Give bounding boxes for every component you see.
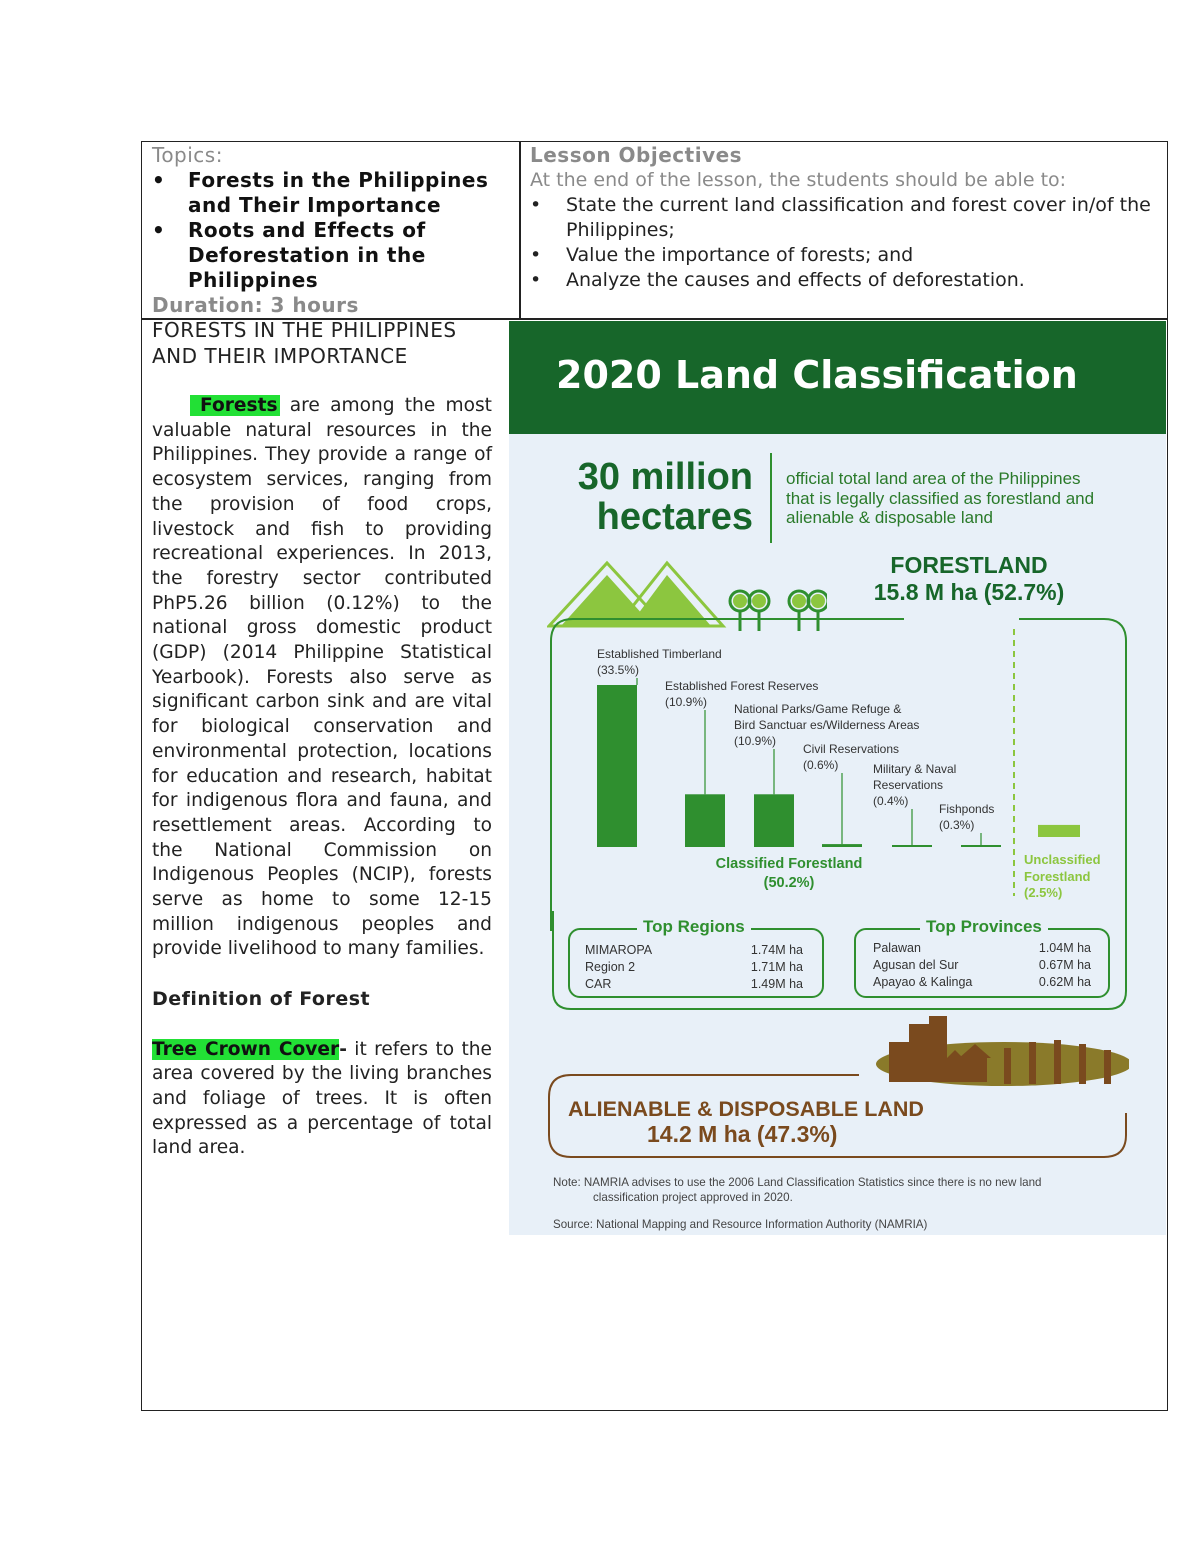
top-regions-title: Top Regions	[637, 917, 751, 937]
province-name: Palawan	[873, 941, 921, 955]
objective-item: • Value the importance of forests; and	[530, 243, 1160, 268]
big-number	[557, 457, 753, 537]
bar-label: National Parks/Game Refuge &	[734, 702, 902, 716]
land-classification-infographic	[509, 321, 1166, 1235]
bar-label: Fishponds	[939, 802, 995, 816]
bar-label: Civil Reservations	[803, 742, 900, 756]
province-value: 0.62M ha	[1038, 975, 1091, 989]
unclassified-line: Unclassified	[1024, 852, 1101, 867]
alienable-value: 14.2 M ha (47.3%)	[647, 1121, 838, 1147]
top-provinces-title: Top Provinces	[920, 917, 1048, 937]
forestland-heading	[809, 552, 1129, 606]
bar-label: Bird Sanctuar es/Wilderness Areas	[734, 718, 920, 732]
infographic-title: 2020 Land Classification	[556, 353, 1078, 397]
objectives-cell	[530, 143, 1160, 293]
unclassified-bar	[1038, 825, 1080, 837]
bar-value-label: (0.3%)	[939, 818, 975, 832]
forestland-label: FORESTLAND	[890, 552, 1048, 578]
bar-value-label: (0.4%)	[873, 794, 909, 808]
big-number-divider	[770, 453, 772, 543]
definition-dash: -	[339, 1038, 347, 1060]
forests-paragraph-text: are among the most valuable natural resources in the Philippines. They provide a range of ecosystem services, ranging from the provision of food crops, livestock and fish to providing recreational experiences. In 2013, the forestry sector contributed PhP5.26 billion (0.12%) to the national gross domestic product (GDP) (2014 Philippine Statistical Yearbook). Forests also serve as significant carbon sink and are vital for biological conservation and environmental protection, locations for education and research, habitat for indigenous flora and fauna, and resettlement areas. According to the National Commission on Indigenous Peoples (NCIP), forests serve as home to some 12-15 million indigenous peoples and provide livelihood to many families.	[152, 395, 492, 960]
classified-value: (50.2%)	[763, 875, 815, 891]
topics-cell	[152, 143, 512, 318]
list-item	[873, 957, 1091, 974]
top-regions-list	[585, 942, 803, 993]
unclassified-line: (2.5%)	[1024, 885, 1063, 900]
forests-highlight: Forests	[190, 395, 280, 416]
duration: Duration: 3 hours	[152, 293, 359, 317]
table-divider-vertical	[519, 141, 521, 319]
infographic-source: Source: National Mapping and Resource Information Authority (NAMRIA)	[553, 1218, 928, 1231]
top-provinces-list	[873, 940, 1091, 991]
bar	[597, 685, 637, 847]
list-item	[873, 974, 1091, 991]
desc-line: alienable & disposable land	[786, 508, 993, 527]
bar	[892, 845, 932, 847]
bar	[822, 844, 862, 847]
bar-value-label: (10.9%)	[665, 695, 708, 709]
alienable-label: ALIENABLE & DISPOSABLE LAND	[568, 1097, 924, 1121]
unclassified-forestland-label	[1024, 852, 1101, 902]
province-name: Agusan del Sur	[873, 958, 959, 972]
desc-line: that is legally classified as forestland and	[786, 488, 1095, 508]
classified-forestland-label	[689, 855, 889, 893]
topics-heading: Topics:	[152, 143, 223, 167]
section-title: FORESTS IN THE PHILIPPINES AND THEIR IMPORTANCE	[152, 318, 457, 368]
bar-label: Established Timberland	[597, 647, 722, 661]
big-number-line-2: hectares	[596, 496, 753, 538]
region-value: 1.71M ha	[750, 960, 803, 974]
objectives-intro: At the end of the lesson, the students should be able to:	[530, 169, 1067, 191]
province-name: Apayao & Kalinga	[873, 975, 973, 989]
list-item	[585, 976, 803, 993]
definition-heading: Definition of Forest	[152, 988, 371, 1011]
classified-label: Classified Forestland	[715, 856, 863, 872]
bar	[754, 794, 794, 847]
list-item	[873, 940, 1091, 957]
objective-item: • Analyze the causes and effects of deforestation.	[530, 268, 1160, 293]
infographic-header	[509, 321, 1166, 434]
bar-value-label: (33.5%)	[597, 663, 640, 677]
bar	[685, 794, 725, 847]
infographic-note	[553, 1175, 1133, 1205]
objectives-heading: Lesson Objectives	[530, 143, 743, 167]
definition-paragraph	[152, 1038, 492, 1162]
topic-item: • Roots and Effects of Deforestation in the Philippines	[152, 218, 512, 293]
bar-value-label: (10.9%)	[734, 734, 777, 748]
list-item	[585, 942, 803, 959]
bar	[961, 845, 1001, 847]
province-value: 0.67M ha	[1038, 958, 1091, 972]
note-line: Note: NAMRIA advises to use the 2006 Land Classification Statistics since there is no new land	[553, 1176, 1042, 1189]
objective-item: • State the current land classification and forest cover in/of the Philippines;	[530, 193, 1160, 243]
forestland-value: 15.8 M ha (52.7%)	[873, 579, 1065, 605]
province-value: 1.04M ha	[1038, 941, 1091, 955]
bar-label: Reservations	[873, 778, 944, 792]
region-value: 1.49M ha	[750, 977, 803, 991]
forests-paragraph	[152, 394, 492, 962]
region-name: MIMAROPA	[585, 943, 653, 957]
region-name: CAR	[585, 977, 612, 991]
region-value: 1.74M ha	[750, 943, 803, 957]
big-number-line-1: 30 million	[577, 456, 753, 498]
note-line: classification project approved in 2020.	[593, 1191, 793, 1204]
bar-label: Military & Naval	[873, 762, 957, 776]
bar-value-label: (0.6%)	[803, 758, 839, 772]
big-number-description	[786, 469, 1094, 528]
topic-item: • Forests in the Philippines and Their Importance	[152, 168, 512, 218]
list-item	[585, 959, 803, 976]
definition-term: Tree Crown Cover	[152, 1038, 340, 1060]
unclassified-line: Forestland	[1024, 868, 1091, 884]
objectives-list	[530, 193, 1160, 293]
region-name: Region 2	[585, 960, 636, 974]
topics-list	[152, 168, 512, 293]
desc-line: official total land area of the Philippines	[786, 469, 1081, 488]
bar-label: Established Forest Reserves	[665, 679, 819, 693]
section-text	[152, 318, 492, 1161]
definition-text: it refers to the area covered by the living branches and foliage of trees. It is often expressed as a percentage of total land area.	[152, 1038, 492, 1159]
